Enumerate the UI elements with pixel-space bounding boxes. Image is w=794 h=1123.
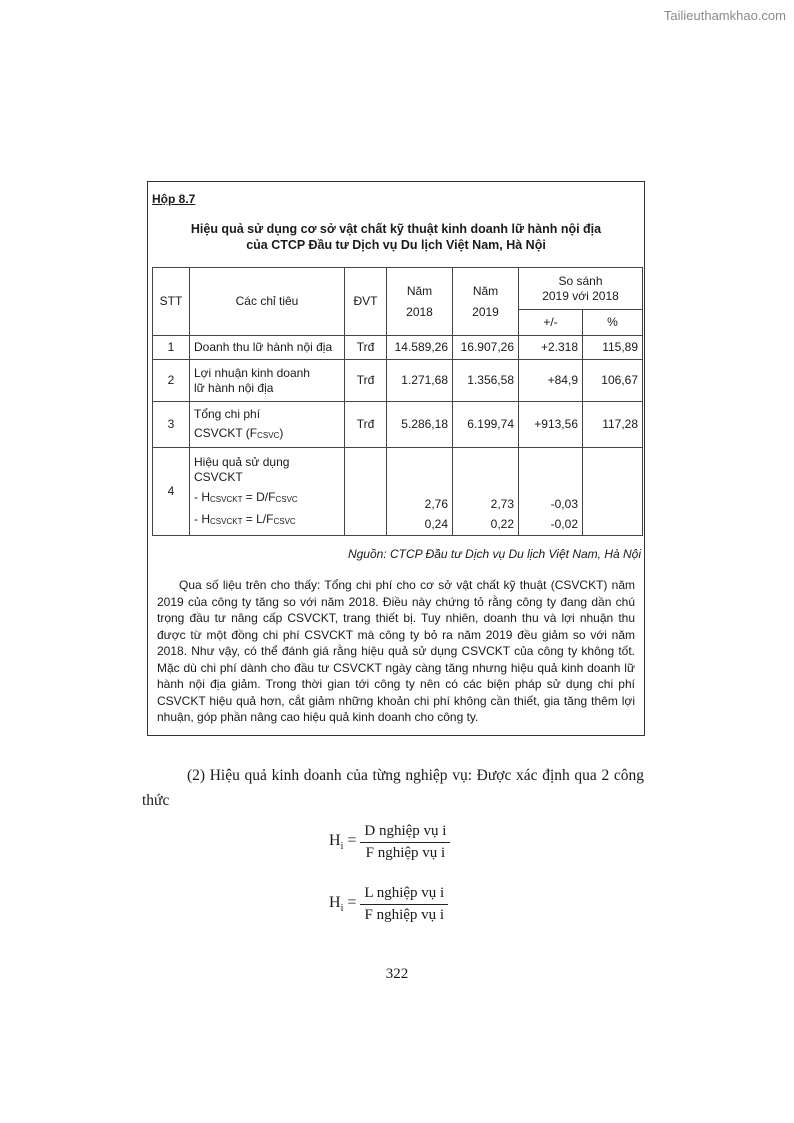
box-label: Hộp 8.7 (152, 192, 196, 206)
formula-1-lhs (329, 832, 356, 852)
header-2018-line1: Năm (406, 283, 433, 298)
formula-b-sub1: CSVCKT (210, 516, 243, 526)
watermark: Tailieuthamkhao.com (663, 8, 786, 23)
header-compare-line1: So sánh (558, 273, 603, 288)
cell-indicator (190, 448, 345, 536)
cell-pct: 115,89 (583, 336, 643, 360)
value-a: 2,76 (424, 497, 448, 511)
table-row (153, 448, 643, 536)
formula-1-sub: i (340, 841, 344, 853)
box-title-line1: Hiệu quả sử dụng cơ sở vật chất kỹ thuật kinh doanh lữ hành nội địa (190, 222, 602, 236)
formula-2-denominator: F nghiệp vụ i (364, 907, 445, 923)
cell-2018 (387, 448, 453, 536)
data-table (152, 267, 643, 536)
cell-unit: Trđ (345, 360, 387, 402)
cell-2019: 16.907,26 (453, 336, 519, 360)
cell-unit: Trđ (345, 402, 387, 448)
formula-b-sub2: CSVC (273, 516, 296, 526)
source-note: Nguồn: CTCP Đầu tư Dịch vụ Du lịch Việt Nam, Hà Nội (347, 547, 641, 561)
cell-2018: 14.589,26 (387, 336, 453, 360)
header-row (153, 268, 643, 310)
table-row (153, 402, 643, 448)
cell-indicator-line2: lữ hành nội địa (194, 380, 274, 395)
formula-1-denominator: F nghiệp vụ i (365, 845, 446, 861)
formula-2-sub: i (340, 903, 344, 915)
formula-2-fraction (360, 885, 448, 924)
formula-2-numerator: L nghiệp vụ i (360, 885, 448, 905)
cell-unit: Trđ (345, 336, 387, 360)
cell-diff (519, 448, 583, 536)
cell-pct: 106,67 (583, 360, 643, 402)
indicator-text: CSVCKT (F (194, 425, 258, 440)
header-2019-line2: 2019 (472, 304, 499, 319)
formula-a-sub1: CSVCKT (210, 494, 243, 504)
cell-indicator-line2: CSVCKT (194, 469, 243, 484)
formula-b-mid: = L/F (242, 511, 274, 526)
formula-2-equals: = (343, 894, 357, 912)
cell-2018: 1.271,68 (387, 360, 453, 402)
cell-unit-empty (345, 448, 387, 536)
header-diff: +/- (519, 310, 583, 336)
formula-2-lhs (329, 894, 356, 914)
formula-2-h: H (329, 894, 341, 912)
cell-indicator-line1: Hiệu quả sử dụng (194, 454, 290, 469)
cell-stt: 3 (153, 402, 190, 448)
box-title-line2: của CTCP Đầu tư Dịch vụ Du lịch Việt Nam, Hà Nội (246, 238, 546, 252)
formula-line-b (194, 512, 340, 529)
cell-indicator-line1: Lợi nhuận kinh doanh (194, 365, 310, 380)
header-2018 (387, 268, 453, 336)
formula-1-equals: = (343, 832, 357, 850)
header-2019 (453, 268, 519, 336)
table-row (153, 360, 643, 402)
box-paragraph: Qua số liệu trên cho thấy: Tổng chi phí cho cơ sở vật chất kỹ thuật (CSVCKT) năm 2019 của công ty tăng so với năm 2018. Điều này chứng tỏ rằng công ty đang dần chú trọng đầu tư nâng cấp CSVCKT, trang thiết bị. Tuy nhiên, doanh thu và lợi nhuận thu được từ một đồng chi phí CSVCKT mà công ty bỏ ra năm 2019 đều giảm so với năm 2018. Như vậy, có thể đánh giá rằng hiệu quả sử dụng CSVCKT của công ty không tốt. Mặc dù chi phí dành cho đầu tư CSVCKT ngày càng tăng nhưng hiệu quả kinh doanh lữ hành nội địa giảm. Trong thời gian tới công ty nên có các biện pháp sử dụng chi phí CSVCKT hiệu quả hơn, cắt giảm những khoản chi phí không cần thiết, gia tăng thêm lợi nhuận, góp phần nâng cao hiệu quả kinh doanh cho công ty. (157, 578, 635, 724)
cell-diff: +913,56 (519, 402, 583, 448)
cell-2019 (453, 448, 519, 536)
value-b: 0,24 (424, 517, 448, 531)
header-pct: % (583, 310, 643, 336)
header-unit: ĐVT (345, 268, 387, 336)
formula-1-h: H (329, 832, 341, 850)
header-compare (519, 268, 643, 310)
cell-stt: 2 (153, 360, 190, 402)
cell-2019: 1.356,58 (453, 360, 519, 402)
box-title (148, 221, 644, 253)
cell-indicator-line1: Tổng chi phí (194, 406, 261, 421)
header-2018-line2: 2018 (406, 304, 433, 319)
cell-indicator (190, 402, 345, 448)
header-2019-line1: Năm (472, 283, 499, 298)
indicator-subscript: CSVC (257, 430, 280, 440)
cell-diff: +84,9 (519, 360, 583, 402)
page-number: 322 (385, 966, 409, 982)
header-compare-line2: 2019 với 2018 (542, 288, 619, 303)
cell-diff: +2.318 (519, 336, 583, 360)
info-box (147, 181, 645, 736)
cell-indicator: Doanh thu lữ hành nội địa (190, 336, 345, 360)
cell-indicator-line2 (194, 426, 340, 443)
indicator-close: ) (279, 425, 284, 440)
value-a: -0,03 (550, 497, 578, 511)
formula-1 (329, 823, 450, 862)
cell-stt: 4 (153, 448, 190, 536)
formula-a-sub2: CSVC (275, 494, 298, 504)
value-a: 2,73 (490, 497, 514, 511)
cell-stt: 1 (153, 336, 190, 360)
formula-a-prefix: - H (194, 489, 210, 504)
body-paragraph: (2) Hiệu quả kinh doanh của từng nghiệp vụ: Được xác định qua 2 công thức (142, 767, 644, 809)
value-b: 0,22 (490, 517, 514, 531)
table-row (153, 336, 643, 360)
formula-1-fraction (360, 823, 450, 862)
formula-b-prefix: - H (194, 511, 210, 526)
cell-2019: 6.199,74 (453, 402, 519, 448)
formula-1-numerator: D nghiệp vụ i (360, 823, 450, 843)
cell-2018: 5.286,18 (387, 402, 453, 448)
header-indicator: Các chỉ tiêu (190, 268, 345, 336)
formula-2 (329, 885, 448, 924)
cell-pct: 117,28 (583, 402, 643, 448)
cell-indicator (190, 360, 345, 402)
header-stt: STT (153, 268, 190, 336)
value-b: -0,02 (550, 517, 578, 531)
formula-line-a (194, 490, 340, 507)
formula-a-mid: = D/F (242, 489, 276, 504)
cell-pct-empty (583, 448, 643, 536)
